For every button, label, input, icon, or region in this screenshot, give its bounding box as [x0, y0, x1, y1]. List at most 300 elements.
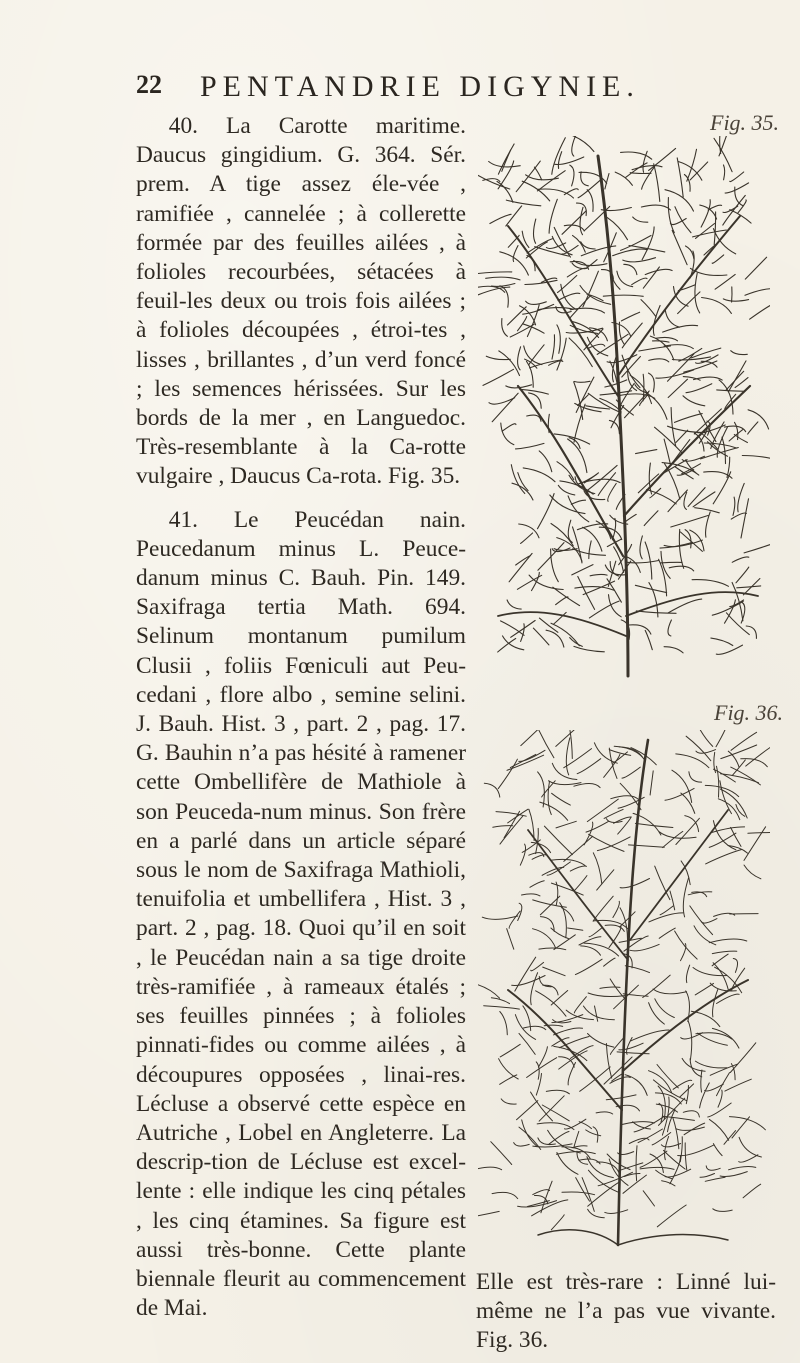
leaf-stroke: [610, 979, 624, 998]
leaf-stroke: [663, 831, 683, 847]
leaf-stroke: [686, 1086, 688, 1104]
figure-35-label: Fig. 35.: [710, 110, 780, 135]
leaf-stroke: [518, 347, 521, 370]
leaf-stroke: [659, 928, 675, 938]
leaf-stroke: [622, 767, 640, 778]
leaf-stroke: [728, 361, 746, 392]
leaf-stroke: [731, 732, 757, 750]
leaf-stroke: [621, 312, 639, 321]
leaf-stroke: [732, 557, 749, 562]
leaf-stroke: [640, 1151, 667, 1167]
leaf-stroke: [568, 439, 587, 473]
figure-35-engraving: [478, 136, 770, 696]
leaf-stroke: [655, 999, 675, 1018]
leaf-stroke: [502, 424, 516, 431]
leaf-stroke: [590, 574, 607, 575]
leaf-stroke: [658, 1086, 665, 1119]
leaf-stroke: [546, 1090, 569, 1094]
leaf-stroke: [557, 338, 566, 370]
leaf-stroke: [714, 138, 732, 171]
leaf-stroke: [566, 1010, 593, 1020]
leaf-stroke: [701, 919, 717, 923]
leaf-stroke: [595, 1006, 598, 1021]
leaf-stroke: [643, 267, 659, 288]
leaf-stroke: [547, 862, 570, 875]
leaf-stroke: [549, 1132, 569, 1145]
leaf-stroke: [664, 439, 670, 464]
leaf-stroke: [655, 866, 670, 900]
leaf-stroke: [586, 1130, 601, 1136]
leaf-stroke: [660, 562, 682, 563]
leaf-stroke: [665, 310, 679, 327]
leaf-stroke: [680, 1084, 694, 1097]
leaf-stroke: [562, 1192, 595, 1195]
leaf-stroke: [676, 754, 709, 768]
leaf-stroke: [675, 207, 691, 233]
plant-stem: [624, 386, 750, 516]
leaf-stroke: [553, 587, 580, 605]
leaf-stroke: [682, 464, 701, 474]
leaf-stroke: [500, 1044, 520, 1057]
leaf-stroke: [730, 172, 744, 182]
leaf-stroke: [593, 896, 613, 921]
leaf-stroke: [668, 620, 671, 636]
leaf-stroke: [735, 422, 738, 439]
leaf-stroke: [586, 821, 608, 832]
leaf-stroke: [722, 437, 726, 464]
leaf-stroke: [739, 1137, 761, 1157]
leaf-stroke: [649, 373, 655, 392]
leaf-stroke: [681, 861, 690, 885]
leaf-stroke: [709, 1119, 728, 1140]
leaf-stroke: [676, 818, 700, 844]
leaf-stroke: [744, 827, 766, 861]
leaf-stroke: [526, 301, 547, 304]
leaf-stroke: [690, 906, 713, 935]
leaf-stroke: [671, 516, 708, 528]
leaf-stroke: [678, 1145, 714, 1156]
leaf-stroke: [748, 410, 769, 429]
leaf-stroke: [478, 272, 512, 274]
leaf-stroke: [650, 771, 653, 795]
leaf-stroke: [649, 1071, 672, 1093]
leaf-stroke: [533, 219, 535, 243]
leaf-stroke: [574, 997, 586, 1013]
leaf-stroke: [723, 195, 746, 225]
leaf-stroke: [708, 1103, 731, 1117]
leaf-stroke: [516, 556, 531, 565]
leaf-stroke: [717, 390, 745, 391]
leaf-stroke: [669, 566, 694, 571]
leaf-stroke: [663, 325, 698, 332]
leaf-stroke: [725, 183, 749, 193]
leaf-stroke: [568, 928, 583, 930]
leaf-stroke: [583, 527, 602, 551]
leaf-stroke: [552, 793, 571, 805]
leaf-stroke: [685, 1143, 687, 1170]
leaf-stroke: [539, 1096, 564, 1121]
leaf-stroke: [484, 783, 500, 797]
leaf-stroke: [620, 879, 649, 888]
leaf-stroke: [633, 1122, 651, 1129]
leaf-stroke: [574, 381, 590, 382]
leaf-stroke: [523, 468, 555, 482]
leaf-stroke: [562, 211, 586, 235]
leaf-stroke: [596, 1112, 613, 1114]
leaf-stroke: [551, 859, 586, 865]
leaf-stroke: [748, 832, 770, 833]
leaf-stroke: [530, 881, 544, 888]
leaf-stroke: [574, 783, 600, 787]
leaf-stroke: [623, 258, 656, 262]
leaf-stroke: [713, 1209, 732, 1212]
chapter-title: PENTANDRIE DIGYNIE.: [200, 70, 640, 103]
leaf-stroke: [492, 284, 515, 287]
leaf-stroke: [568, 520, 572, 542]
leaf-stroke: [574, 404, 585, 442]
leaf-stroke: [531, 962, 544, 970]
leaf-stroke: [593, 853, 602, 884]
leaf-stroke: [549, 199, 557, 233]
leaf-stroke: [705, 1177, 725, 1181]
leaf-stroke: [586, 260, 597, 269]
leaf-stroke: [721, 774, 759, 783]
plant-root: [538, 1230, 618, 1245]
leaf-stroke: [721, 745, 757, 759]
leaf-stroke: [603, 295, 643, 296]
leaf-stroke: [701, 448, 739, 459]
leaf-stroke: [739, 1155, 758, 1162]
leaf-stroke: [493, 826, 513, 828]
leaf-stroke: [625, 1075, 647, 1096]
leaf-stroke: [490, 214, 511, 223]
leaf-stroke: [688, 1020, 692, 1060]
leaf-stroke: [653, 989, 687, 994]
leaf-stroke: [498, 161, 514, 189]
leaf-stroke: [589, 601, 619, 618]
leaf-stroke: [570, 866, 586, 871]
leaf-stroke: [649, 1003, 665, 1024]
leaf-stroke: [557, 538, 582, 562]
leaf-stroke: [551, 524, 573, 546]
leaf-stroke: [639, 346, 671, 351]
leaf-stroke: [746, 747, 770, 766]
leaf-stroke: [478, 984, 500, 998]
leaf-stroke: [510, 754, 535, 767]
leaf-stroke: [630, 944, 659, 950]
leaf-stroke: [700, 1174, 715, 1178]
entry-41-text: 41. Le Peucédan nain. Peucedanum minus L. Peuce-danum minus C. Bauh. Pin. 149. Saxifraga tertia Math. 694. Selinum montanum pumilum Clusii , foliis Fœniculi aut Peu-cedani , flore albo , semine selini. J. Bauh. Hist. 3 , part. 2 , pag. 17. G. Bauhin n’a pas hésité à ramener cette Ombellifère de Mathiole à son Peuceda-num minus. Son frère en a parlé dans un article séparé sous le nom de Saxifraga Mathioli, tenuifolia et umbellifera , Hist. 3 , part. 2 , pag. 18. Quoi qu’il en soit , le Peucédan nain a sa tige droite très-ramifiée , à rameaux étalés ; ses feuilles pinnées ; à folioles pinnati-fides ou comme ailées , à découpures opposées , linai-res. Lécluse a observé cette espèce en Autriche , Lobel en Angleterre. La descrip-tion de Lécluse est excel-lente : elle indique les cinq pétales , les cinq étamines. Sa figure est aussi très-bonne. Cette plante biennale fleurit au commencement de Mai.: [136, 506, 466, 1322]
leaf-stroke: [478, 1167, 502, 1171]
leaf-stroke: [565, 1119, 586, 1129]
leaf-stroke: [627, 1038, 633, 1055]
leaf-stroke: [650, 1154, 663, 1173]
leaf-stroke: [642, 227, 654, 260]
leaf-stroke: [645, 542, 652, 579]
leaf-stroke: [676, 1127, 705, 1130]
leaf-stroke: [506, 200, 541, 206]
leaf-stroke: [581, 946, 601, 955]
leaf-stroke: [742, 456, 770, 460]
leaf-stroke: [701, 200, 710, 227]
leaf-stroke: [514, 1143, 530, 1146]
leaf-stroke: [613, 249, 648, 256]
leaf-stroke: [588, 993, 625, 997]
leaf-stroke: [589, 927, 603, 936]
leaf-stroke: [684, 1123, 705, 1135]
leaf-stroke: [566, 738, 570, 775]
leaf-stroke: [498, 639, 516, 653]
leaf-stroke: [484, 1006, 520, 1009]
leaf-stroke: [632, 278, 647, 285]
leaf-stroke: [621, 1122, 654, 1125]
leaf-stroke: [589, 541, 591, 559]
leaf-stroke: [597, 837, 630, 851]
leaf-stroke: [503, 636, 524, 650]
leaf-stroke: [643, 975, 671, 997]
leaf-stroke: [712, 951, 737, 953]
leaf-stroke: [507, 600, 521, 609]
leaf-stroke: [712, 255, 724, 263]
leaf-stroke: [552, 1015, 583, 1023]
leaf-stroke: [574, 646, 604, 651]
leaf-stroke: [506, 206, 522, 226]
leaf-stroke: [522, 894, 541, 896]
leaf-stroke: [661, 1144, 680, 1147]
leaf-stroke: [672, 230, 687, 264]
leaf-stroke: [509, 553, 532, 581]
leaf-stroke: [641, 205, 670, 210]
leaf-stroke: [745, 289, 770, 296]
running-head: [136, 70, 776, 110]
leaf-stroke: [511, 465, 525, 494]
leaf-stroke: [684, 492, 687, 509]
leaf-stroke: [748, 422, 758, 434]
leaf-stroke: [482, 916, 518, 919]
leaf-stroke: [731, 827, 741, 846]
leaf-stroke: [525, 359, 537, 368]
leaf-stroke: [527, 361, 534, 387]
leaf-stroke: [604, 809, 623, 818]
leaf-stroke: [531, 1092, 553, 1121]
leaf-stroke: [696, 750, 716, 754]
leaf-stroke: [677, 158, 683, 197]
plant-stem: [508, 990, 622, 1110]
leaf-stroke: [655, 1093, 681, 1104]
leaf-stroke: [618, 561, 630, 579]
leaf-stroke: [539, 948, 566, 950]
leaf-stroke: [574, 876, 587, 891]
leaf-stroke: [538, 772, 545, 807]
leaf-stroke: [695, 1061, 727, 1068]
leaf-stroke: [733, 959, 737, 973]
leaf-stroke: [626, 163, 647, 177]
leaf-stroke: [580, 207, 583, 234]
leaf-stroke: [558, 485, 575, 495]
leaf-stroke: [540, 802, 568, 820]
leaf-stroke: [606, 1044, 611, 1079]
leaf-stroke: [699, 411, 716, 442]
leaf-stroke: [630, 173, 651, 174]
leaf-stroke: [713, 472, 731, 504]
leaf-stroke: [534, 167, 541, 180]
leaf-stroke: [701, 1070, 702, 1092]
leaf-stroke: [724, 165, 725, 180]
leaf-stroke: [604, 958, 616, 966]
leaf-stroke: [750, 301, 770, 319]
leaf-stroke: [718, 1090, 722, 1107]
leaf-stroke: [498, 144, 514, 174]
leaf-stroke: [729, 1167, 756, 1170]
leaf-stroke: [636, 1146, 637, 1181]
leaf-stroke: [619, 912, 635, 927]
leaf-stroke: [641, 300, 656, 317]
leaf-stroke: [713, 1144, 722, 1156]
leaf-stroke: [564, 225, 584, 231]
leaf-stroke: [636, 450, 657, 454]
leaf-stroke: [725, 600, 736, 623]
leaf-stroke: [552, 335, 555, 359]
leaf-stroke: [654, 164, 660, 202]
leaf-stroke: [543, 967, 565, 976]
leaf-stroke: [569, 338, 592, 367]
leaf-stroke: [519, 1033, 535, 1054]
leaf-stroke: [581, 242, 596, 249]
leaf-stroke: [741, 499, 749, 538]
leaf-stroke: [649, 913, 683, 922]
leaf-stroke: [732, 1117, 750, 1138]
leaf-stroke: [664, 647, 683, 653]
leaf-stroke: [696, 224, 715, 239]
leaf-stroke: [552, 763, 577, 779]
leaf-stroke: [730, 1043, 756, 1073]
leaf-stroke: [689, 772, 702, 782]
leaf-stroke: [693, 230, 727, 237]
leaf-stroke: [607, 218, 627, 240]
leaf-stroke: [661, 551, 670, 578]
leaf-stroke: [640, 536, 642, 559]
leaf-stroke: [693, 492, 715, 507]
leaf-stroke: [726, 613, 749, 635]
leaf-stroke: [500, 1012, 508, 1035]
leaf-stroke: [665, 190, 694, 211]
leaf-stroke: [502, 319, 508, 337]
leaf-stroke: [733, 497, 735, 515]
leaf-stroke: [539, 451, 552, 472]
leaf-stroke: [478, 174, 510, 189]
leaf-stroke: [578, 474, 597, 484]
leaf-stroke: [558, 152, 561, 169]
leaf-stroke: [640, 1167, 674, 1169]
leaf-stroke: [668, 599, 702, 613]
plant-stem: [624, 980, 748, 1070]
leaf-stroke: [680, 1137, 682, 1162]
leaf-stroke: [581, 172, 589, 186]
leaf-stroke: [671, 408, 676, 447]
leaf-stroke: [744, 865, 761, 879]
leaf-stroke: [568, 1063, 575, 1085]
leaf-stroke: [492, 1192, 518, 1198]
leaf-stroke: [537, 171, 565, 191]
leaf-stroke: [737, 586, 761, 588]
plant-root: [618, 1235, 728, 1245]
leaf-stroke: [695, 983, 713, 995]
leaf-stroke: [578, 180, 600, 198]
leaf-stroke: [516, 443, 545, 449]
leaf-stroke: [531, 973, 538, 1005]
leaf-stroke: [657, 1205, 686, 1227]
leaf-stroke: [533, 929, 556, 948]
leaf-stroke: [491, 1142, 512, 1165]
leaf-stroke: [670, 1156, 681, 1184]
leaf-stroke: [524, 1026, 546, 1029]
leaf-stroke: [725, 1079, 751, 1091]
leaf-stroke: [542, 1105, 569, 1121]
leaf-stroke: [716, 730, 728, 747]
leaf-stroke: [521, 533, 533, 543]
leaf-stroke: [597, 870, 614, 890]
leaf-stroke: [713, 229, 735, 254]
leaf-stroke: [491, 998, 509, 1004]
leaf-stroke: [709, 939, 747, 943]
leaf-stroke: [577, 759, 601, 774]
leaf-stroke: [550, 495, 585, 514]
leaf-stroke: [712, 601, 743, 615]
leaf-stroke: [580, 1067, 611, 1091]
leaf-stroke: [521, 730, 538, 746]
leaf-stroke: [557, 325, 560, 353]
leaf-stroke: [691, 1011, 720, 1026]
figure-36-label: Fig. 36.: [714, 700, 784, 725]
leaf-stroke: [731, 351, 748, 355]
leaf-stroke: [617, 271, 633, 287]
leaf-stroke: [570, 731, 572, 759]
leaf-stroke: [613, 901, 620, 917]
figure-36-caption: Elle est très-rare : Linné lui-même ne l’a pas vue vivante. Fig. 36.: [476, 1269, 776, 1354]
figure-36-engraving: [478, 730, 770, 1260]
leaf-stroke: [588, 1034, 614, 1048]
leaf-stroke: [633, 217, 648, 222]
leaf-stroke: [734, 435, 747, 443]
leaf-stroke: [556, 821, 576, 828]
entry-40-text: 40. La Carotte maritime. Daucus gingidium. G. 364. Sér. prem. A tige assez éle-vée , ramifiée , cannelée ; à collerette formée par des feuilles ailées , à folioles recourbées, sétacées à feuil-les deux ou trois fois ailées ; à folioles découpées , étroi-tes , lisses , brillantes , d’un verd foncé ; les semences hérissées. Sur les bords de la mer , en Languedoc. Très-resemblante à la Ca-rotte vulgaire , Daucus Ca-rota. Fig. 35.: [136, 113, 466, 490]
leaf-stroke: [668, 379, 687, 397]
leaf-stroke: [507, 929, 514, 950]
leaf-stroke: [745, 257, 766, 279]
leaf-stroke: [557, 1153, 578, 1175]
leaf-stroke: [675, 414, 703, 423]
leaf-stroke: [583, 1006, 614, 1020]
leaf-stroke: [738, 483, 744, 511]
leaf-stroke: [600, 987, 620, 988]
leaf-stroke: [575, 959, 602, 974]
leaf-stroke: [560, 903, 567, 938]
leaf-stroke: [559, 1057, 575, 1068]
leaf-stroke: [649, 463, 651, 494]
leaf-stroke: [668, 198, 674, 233]
leaf-stroke: [501, 621, 525, 635]
leaf-stroke: [662, 1181, 675, 1186]
leaf-stroke: [576, 1178, 590, 1202]
leaf-stroke: [653, 1080, 686, 1101]
leaf-stroke: [498, 759, 517, 788]
leaf-stroke: [605, 1210, 628, 1214]
leaf-stroke: [645, 630, 652, 649]
leaf-stroke: [713, 963, 728, 990]
leaf-stroke: [572, 136, 576, 156]
leaf-stroke: [686, 246, 694, 259]
leaf-stroke: [532, 855, 547, 860]
